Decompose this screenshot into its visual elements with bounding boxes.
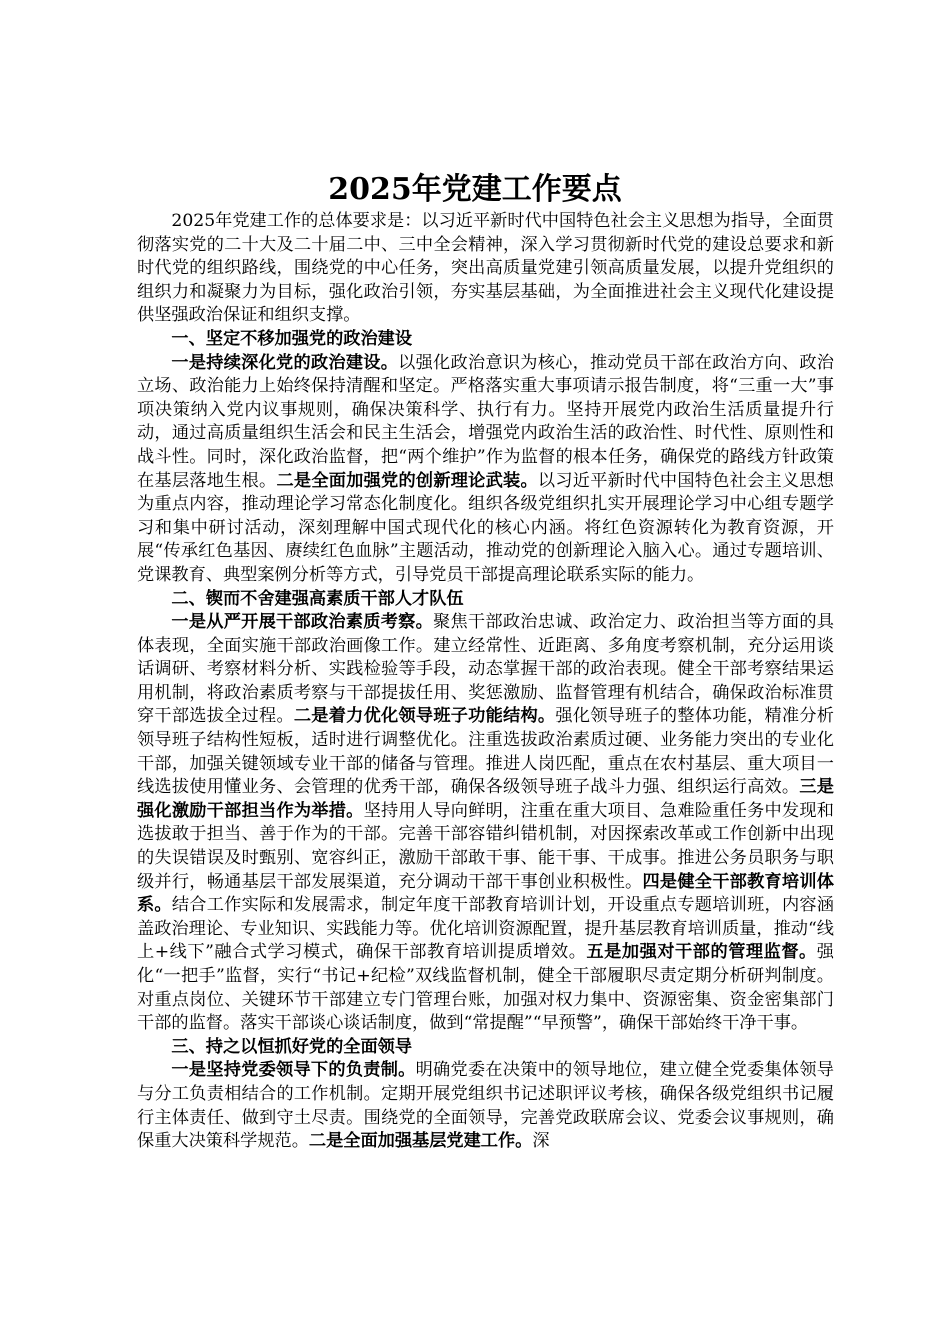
item-lead: 五是加强对干部的管理监督。	[586, 942, 817, 963]
item-lead: 一是持续深化党的政治建设。	[171, 352, 399, 373]
section-heading-2: 二、锲而不舍建强高素质干部人才队伍	[171, 588, 464, 609]
item-text: 以强化政治意识为核心，推动党员干部在政治方向、政治立场、政治能力上始终保持清醒和坚定。严格落实重大事项请示报告制度，将“三重一大”事项决策纳入党内议事规则，确保决策科学、执行有力。坚持开展党内政治生活质量提升行动，通过高质量组织生活会和民主生活会，增强党内政治生活的政治性、时代性、原则性和战斗性。同时，深化政治监督，把“两个维护”作为监督的根本任务，确保党的路线方针政策在基层落地生根。	[137, 352, 834, 491]
intro-paragraph: 2025年党建工作的总体要求是：以习近平新时代中国特色社会主义思想为指导，全面贯彻落实党的二十大及二十届二中、三中全会精神，深入学习贯彻新时代党的建设总要求和新时代党的组织路线，围绕党的中心任务，突出高质量党建引领高质量发展，以提升党组织的组织力和凝聚力为目标，强化政治引领，夯实基层基础，为全面推进社会主义现代化建设提供坚强政治保证和组织支撑。	[137, 211, 834, 326]
document-title: 2025年党建工作要点	[328, 172, 622, 207]
item-text: 坚持用人导向鲜明，注重在重大项目、急难险重任务中发现和选拔敢于担当、善于作为的干部。完善干部容错纠错机制，对因探索改革或工作创新中出现的失误错误及时甄别、宽容纠正，激励干部敢干事、能干事、干成事。推进公务员职务与职级并行，畅通基层干部发展渠道，充分调动干部干事创业积极性。	[137, 800, 834, 892]
item-text: 深	[532, 1131, 550, 1152]
item-lead: 二是着力优化领导班子功能结构。	[293, 706, 556, 727]
section-1-paragraph	[137, 352, 834, 588]
item-lead: 四是健全干部教育培训体系。	[137, 871, 834, 916]
item-text: 强化“一把手”监督，实行“书记+纪检”双线监督机制，健全干部履职尽责定期分析研判制度。对重点岗位、关键环节干部建立专门管理台账，加强对权力集中、资源密集、资金密集部门干部的监督。落实干部谈心谈话制度，做到“常提醒”“早预警”，确保干部始终干净干事。	[137, 942, 834, 1034]
item-text: 明确党委在决策中的领导地位，建立健全党委集体领导与分工负责相结合的工作机制。定期开展党组织书记述职评议考核，确保各级党组织书记履行主体责任、做到守土尽责。围绕党的全面领导，完善党政联席会议、党委会议事规则，确保重大决策科学规范。	[137, 1060, 834, 1152]
section-heading-3: 三、持之以恒抓好党的全面领导	[171, 1036, 413, 1057]
item-text: 以习近平新时代中国特色社会主义思想为重点内容，推动理论学习常态化制度化。组织各级党组织扎实开展理论学习中心组专题学习和集中研讨活动，深刻理解中国式现代化的核心内涵。将红色资源转化为教育资源，开展“传承红色基因、赓续红色血脉”主题活动，推动党的创新理论入脑入心。通过专题培训、党课教育、典型案例分析等方式，引导党员干部提高理论联系实际的能力。	[137, 470, 834, 585]
item-text: 聚焦干部政治忠诚、政治定力、政治担当等方面的具体表现，全面实施干部政治画像工作。建立经常性、近距离、多角度考察机制，充分运用谈话调研、考察材料分析、实践检验等手段，动态掌握干部的政治表现。健全干部考察结果运用机制，将政治素质考察与干部提拔任用、奖惩激励、监督管理有机结合，确保政治标准贯穿干部选拔全过程。	[137, 612, 834, 727]
item-text: 强化领导班子的整体功能，精准分析领导班子结构性短板，适时进行调整优化。注重选拔政治素质过硬、业务能力突出的专业化干部，加强关键领域专业干部的储备与管理。推进人岗匹配，重点在农村基层、重大项目一线选拔使用懂业务、会管理的优秀干部，确保各级领导班子战斗力强、组织运行高效。	[137, 706, 834, 798]
section-3-paragraph	[137, 1059, 834, 1153]
section-2-paragraph	[137, 611, 834, 1036]
item-lead: 一是坚持党委领导下的负责制。	[171, 1060, 416, 1081]
document-body	[137, 210, 834, 1154]
item-lead: 三是强化激励干部担当作为举措。	[137, 777, 834, 821]
item-lead: 二是全面加强基层党建工作。	[308, 1131, 533, 1152]
item-lead: 二是全面加强党的创新理论武装。	[276, 470, 538, 491]
item-lead: 一是从严开展干部政治素质考察。	[171, 612, 434, 633]
section-heading-1: 一、坚定不移加强党的政治建设	[171, 328, 413, 349]
item-text: 结合工作实际和发展需求，制定年度干部教育培训计划，开设重点专题培训班，内容涵盖政治理论、专业知识、实践能力等。优化培训资源配置，提升基层教育培训质量，推动“线上+线下”融合式学习模式，确保干部教育培训提质增效。	[137, 895, 834, 963]
